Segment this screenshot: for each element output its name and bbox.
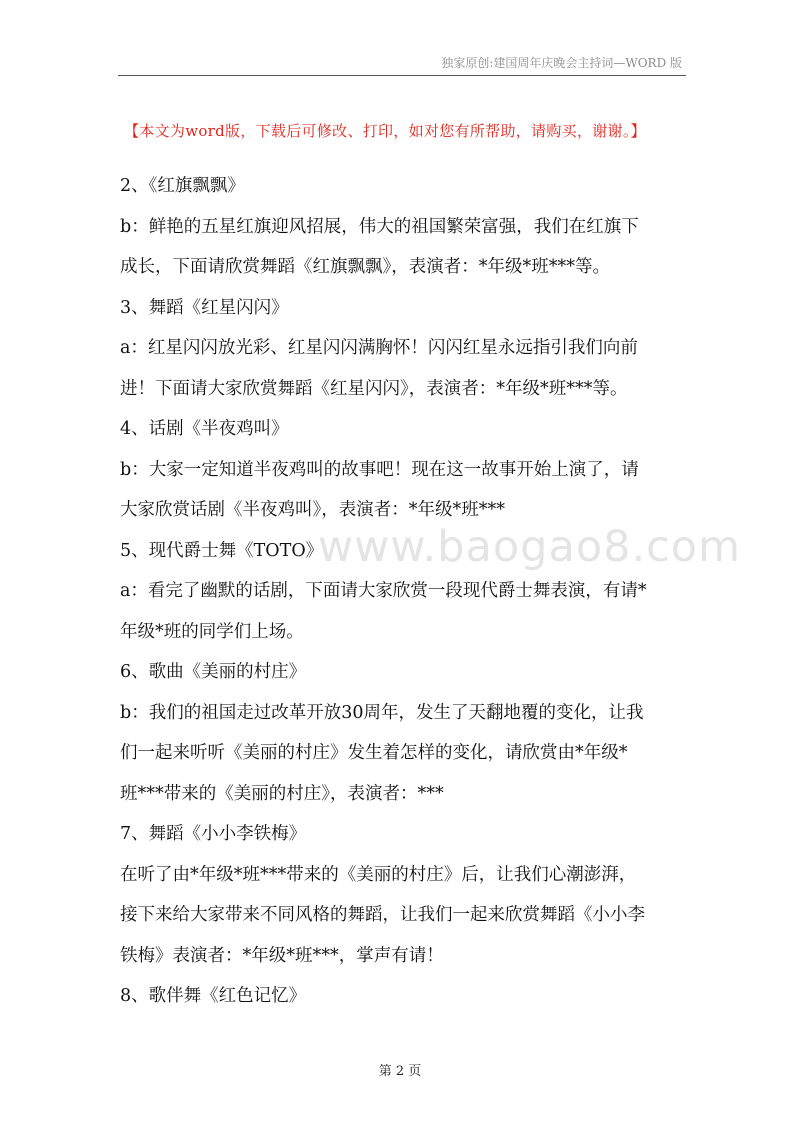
watermark: www.baogao8.com <box>318 522 741 572</box>
body-line: a：看完了幽默的话剧，下面请大家欣赏一段现代爵士舞表演，有请* <box>120 581 647 601</box>
body-line: 8、歌伴舞《红色记忆》 <box>120 986 307 1006</box>
body-line: b：鲜艳的五星红旗迎风招展，伟大的祖国繁荣富强，我们在红旗下 <box>120 216 639 237</box>
body-line: b：大家一定知道半夜鸡叫的故事吧！现在这一故事开始上演了，请 <box>120 459 639 480</box>
page-header: 独家原创:建国周年庆晚会主持词—WORD 版 <box>441 56 682 70</box>
body-line: 3、舞蹈《红星闪闪》 <box>120 297 289 318</box>
body-line: a：红星闪闪放光彩、红星闪闪满胸怀！闪闪红星永远指引我们向前 <box>120 338 638 358</box>
body-line: 2、《红旗飘飘》 <box>120 176 245 196</box>
purchase-notice: 【本文为word版，下载后可修改、打印，如对您有所帮助，请购买，谢谢。】 <box>124 122 646 140</box>
body-line: 成长，下面请欣赏舞蹈《红旗飘飘》，表演者：*年级*班***等。 <box>120 257 610 277</box>
page-number: 第 2 页 <box>378 1064 422 1079</box>
body-line: 大家欣赏话剧《半夜鸡叫》，表演者：*年级*班*** <box>120 500 505 520</box>
body-line: 铁梅》表演者：*年级*班***，掌声有请！ <box>120 945 444 966</box>
document-body <box>120 166 682 1017</box>
body-line: b：我们的祖国走过改革开放30周年，发生了天翻地覆的变化，让我 <box>120 702 644 723</box>
body-line: 班***带来的《美丽的村庄》，表演者：*** <box>120 783 444 804</box>
body-line: 5、现代爵士舞《TOTO》 <box>120 540 324 561</box>
body-line: 们一起来听听《美丽的村庄》发生着怎样的变化，请欣赏由*年级* <box>120 743 628 763</box>
body-line: 4、话剧《半夜鸡叫》 <box>120 419 289 439</box>
body-line: 接下来给大家带来不同风格的舞蹈，让我们一起来欣赏舞蹈《小小李 <box>120 905 645 925</box>
body-line: 7、舞蹈《小小李铁梅》 <box>120 824 307 844</box>
body-line: 6、歌曲《美丽的村庄》 <box>120 662 307 682</box>
body-line: 在听了由*年级*班***带来的《美丽的村庄》后，让我们心潮澎湃， <box>120 864 637 885</box>
header-divider <box>118 75 686 76</box>
body-line: 进！下面请大家欣赏舞蹈《红星闪闪》，表演者：*年级*班***等。 <box>120 378 628 399</box>
body-line: 年级*班的同学们上场。 <box>120 621 304 642</box>
